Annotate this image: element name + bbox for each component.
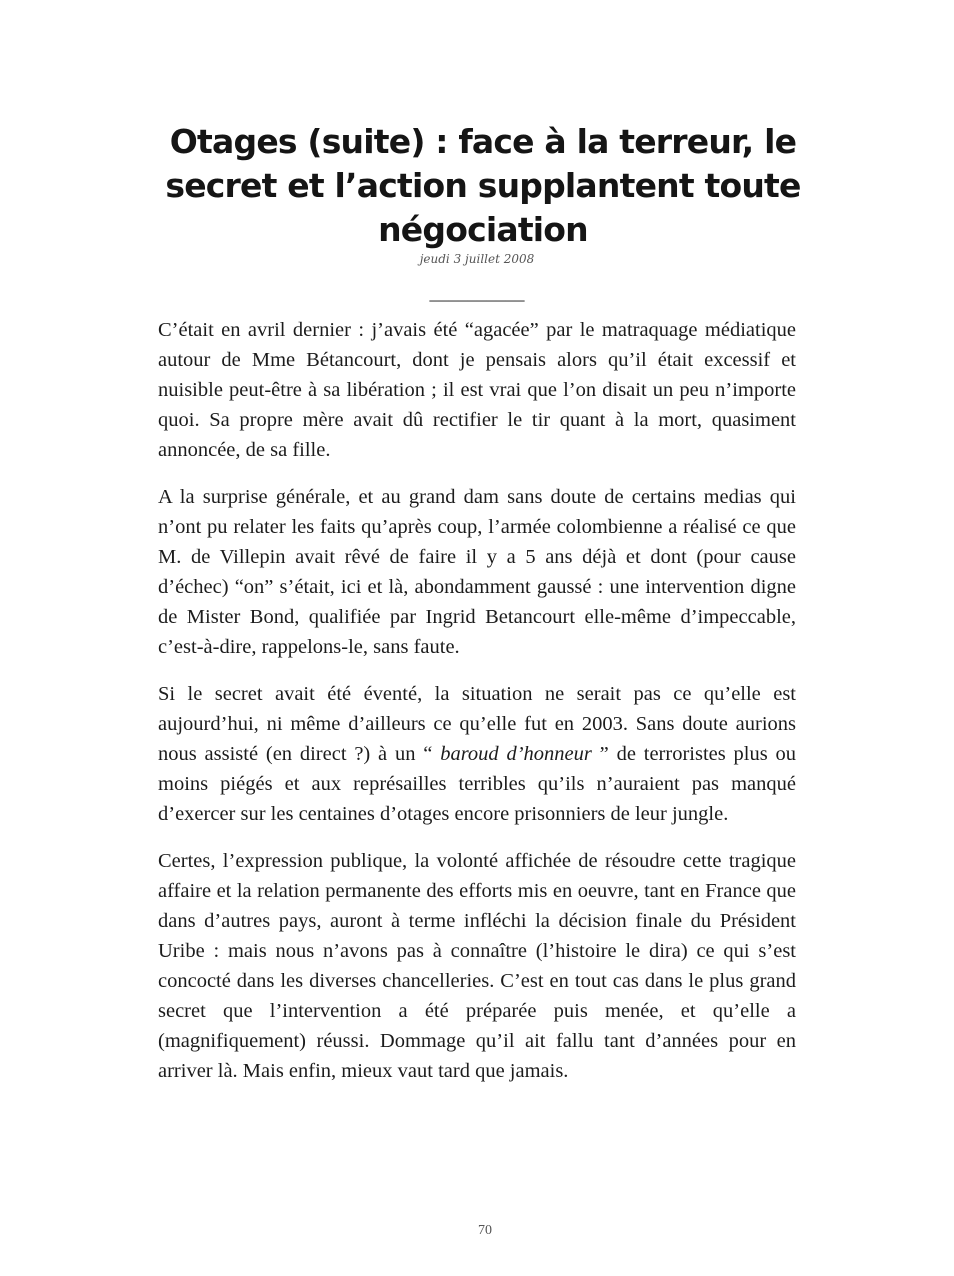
title-separator: __________: [429, 283, 525, 304]
article-body: [158, 315, 796, 1103]
page-number: 70: [478, 1223, 492, 1238]
paragraph-3-text-after: ” de terroristes plus ou moins piégés et aux représailles terribles qu’ils n’auraient pas manqué d’exercer sur les centaines d’otages encore prisonniers de leur jungle.: [158, 743, 797, 825]
paragraph-1: C’était en avril dernier : j’avais été “agacée” par le matraquage médiatique autour de Mme Bétancourt, dont je pensais alors qu’il était excessif et nuisible peut-être à sa libération ; il est vrai que l’on disait un peu n’importe quoi. Sa propre mère avait dû rectifier le tir quant à la mort, quasiment annoncée, de sa fille.: [158, 319, 796, 461]
article-date: jeudi 3 juillet 2008: [419, 252, 535, 266]
paragraph-3-emphasis: baroud d’honneur: [440, 743, 592, 765]
article-title: Otages (suite) : face à la terreur, le secret et l’action supplantent toute négociation: [165, 122, 801, 249]
paragraph-4: Certes, l’expression publique, la volonté affichée de résoudre cette tragique affaire et la relation permanente des efforts mis en oeuvre, tant en France que dans d’autres pays, auront à terme infléchi la décision finale du Président Uribe : mais nous n’avons pas à connaître (l’histoire le dira) ce qui s’est concocté dans les diverses chancelleries. C’est en tout cas dans le plus grand secret que l’intervention a été préparée puis menée, et qu’elle a (magnifiquement) réussi. Dommage qu’il ait fallu tant d’années pour en arriver là. Mais enfin, mieux vaut tard que jamais.: [158, 850, 796, 1082]
paragraph-3-text-before: Si le secret avait été éventé, la situation ne serait pas ce qu’elle est aujourd’hui, ni même d’ailleurs ce qu’elle fut en 2003. Sans doute aurions nous assisté (en direct ?) à un “: [158, 683, 796, 765]
paragraph-3: [158, 679, 796, 829]
paragraph-2: A la surprise générale, et au grand dam sans doute de certains medias qui n’ont pu relater les faits qu’après coup, l’armée colombienne a réalisé ce que M. de Villepin avait rêvé de faire il y a 5 ans déjà et dont (pour cause d’échec) “on” s’était, ici et là, abondamment gaussé : une intervention digne de Mister Bond, qualifiée par Ingrid Betancourt elle-même d’impeccable, c’est-à-dire, rappelons-le, sans faute.: [158, 486, 796, 658]
